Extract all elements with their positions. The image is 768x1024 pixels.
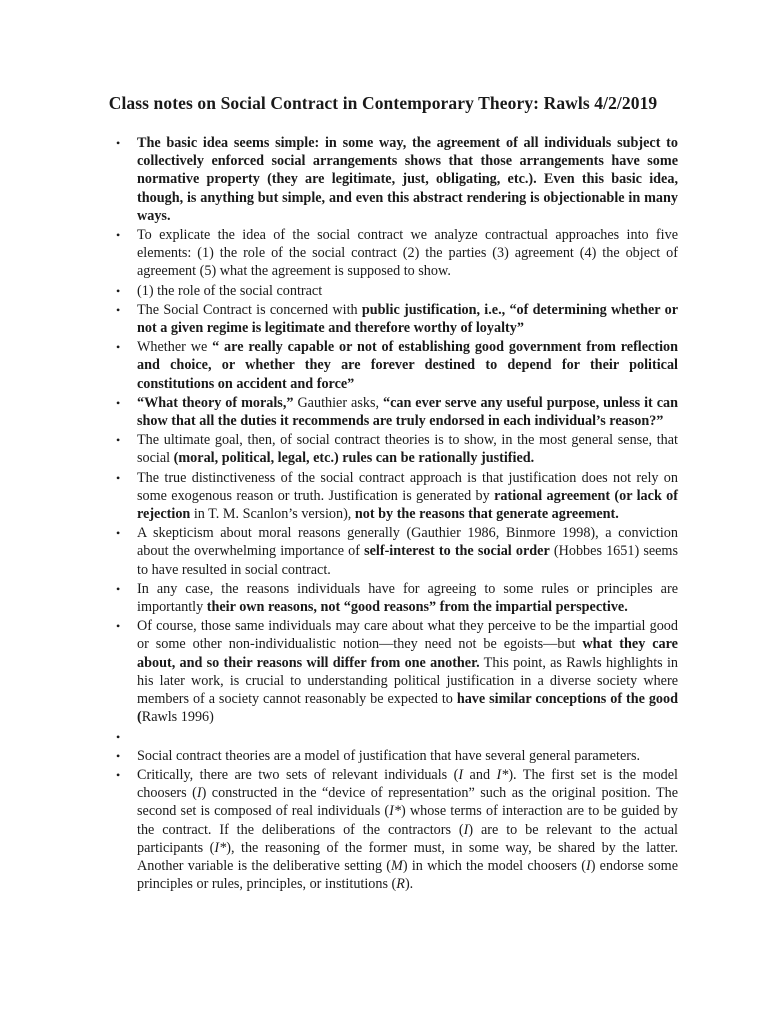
body-text: ) constructed in the “device of representation” such as the original position. The second set is composed of real individuals ( bbox=[137, 785, 678, 820]
list-item bbox=[116, 469, 678, 524]
bullet-icon: • bbox=[116, 302, 121, 317]
bullet-icon: • bbox=[116, 340, 121, 355]
body-text: The ultimate goal, then, of social contract theories is to show, in the most general sense, that social bbox=[137, 432, 678, 467]
bullet-icon: • bbox=[116, 767, 121, 782]
italic-text: I bbox=[585, 857, 591, 874]
bold-text: “can ever serve any useful purpose, unless it can show that all the duties it recommends are truly endorsed in each individual’s reason?” bbox=[137, 394, 678, 430]
body-text: Critically, there are two sets of relevant individuals ( bbox=[137, 766, 459, 783]
italic-text: I bbox=[463, 821, 469, 838]
body-text: (1) the role of the social contract bbox=[137, 282, 323, 299]
body-text: ) whose terms of interaction are to be guided by the contract. If the deliberations of the contractors ( bbox=[137, 803, 678, 838]
bullet-icon: • bbox=[116, 283, 121, 298]
bullet-icon: • bbox=[116, 748, 121, 763]
body-text: ) in which the model choosers ( bbox=[402, 857, 586, 874]
body-text: ) are to be relevant to the actual participants ( bbox=[137, 821, 678, 856]
bold-text: “ are really capable or not of establishing good government from reflection and choice, or whether they are forever destined to depend for their political constitutions on accident and force” bbox=[137, 339, 678, 392]
bold-text: public justification, i.e., “of determining whether or not a given regime is legitimate and therefore worthy of loyalty” bbox=[137, 301, 678, 337]
italic-text: M bbox=[391, 857, 403, 874]
bullet-icon: • bbox=[116, 228, 121, 243]
body-text: ). bbox=[404, 876, 414, 893]
list-item bbox=[116, 747, 678, 765]
bullet-icon: • bbox=[116, 526, 121, 541]
bullet-icon: • bbox=[116, 470, 121, 485]
body-text: ). The first set is the model choosers ( bbox=[137, 766, 678, 802]
italic-text: I* bbox=[214, 839, 227, 856]
body-text: Social contract theories are a model of justification that have several general parameters. bbox=[137, 747, 641, 764]
notes-list bbox=[116, 134, 678, 893]
list-item bbox=[116, 580, 678, 616]
body-text: A skepticism about moral reasons generally (Gauthier 1986, Binmore 1998), a conviction about the overwhelming importance of bbox=[137, 525, 678, 560]
list-item bbox=[116, 301, 678, 337]
page-title: Class notes on Social Contract in Contemporary Theory: Rawls 4/2/2019 bbox=[108, 93, 658, 113]
list-item bbox=[116, 617, 678, 726]
bold-text: rational agreement (or lack of rejection bbox=[137, 487, 678, 523]
list-item bbox=[116, 282, 678, 300]
italic-text: I* bbox=[389, 803, 401, 820]
body-text: and bbox=[463, 766, 497, 783]
body-text: This point, as Rawls highlights in his later work, is crucial to understanding political justification in a diverse society where members of a society cannot reasonably be expected to bbox=[137, 654, 679, 708]
list-item bbox=[116, 766, 678, 893]
body-text: Gauthier asks, bbox=[293, 394, 383, 411]
italic-text: R bbox=[396, 876, 405, 893]
italic-text: I bbox=[196, 785, 202, 802]
bold-text: “What theory of morals,” bbox=[137, 394, 294, 411]
body-text: In any case, the reasons individuals have for agreeing to some rules or principles are importantly bbox=[137, 580, 678, 616]
italic-text: I bbox=[458, 766, 464, 783]
bold-text: self-interest to the social order bbox=[364, 543, 550, 560]
bold-text: (moral, political, legal, etc.) rules can be rationally justified. bbox=[173, 450, 535, 467]
body-text: Rawls 1996) bbox=[141, 709, 214, 726]
list-item bbox=[116, 431, 678, 467]
bold-text: not by the reasons that generate agreement. bbox=[354, 506, 619, 523]
bold-text: their own reasons, not “good reasons” from the impartial perspective. bbox=[206, 599, 628, 616]
list-item bbox=[116, 394, 678, 430]
list-item bbox=[116, 524, 678, 579]
body-text: The Social Contract is concerned with bbox=[137, 301, 362, 318]
bullet-icon: • bbox=[116, 619, 121, 634]
bold-text: what they care about, and so their reasons will differ from one another. bbox=[137, 636, 678, 671]
body-text: To explicate the idea of the social contract we analyze contractual approaches into five elements: (1) the role of the social contract (2) the parties (3) agreement (4) the object of agreement (5) what the agreement is supposed to show. bbox=[137, 227, 678, 280]
list-item bbox=[116, 728, 678, 746]
bullet-icon: • bbox=[116, 136, 121, 150]
bold-text: The basic idea seems simple: in some way, the agreement of all individuals subject to collectively enforced social arrangements shows that those arrangements have some normative property (they are legitimate, just, obligating, etc.). Even this basic idea, though, is anything but simple, and even this abstract rendering is objectionable in many ways. bbox=[137, 135, 678, 224]
body-text: in T. M. Scanlon’s version), bbox=[190, 506, 355, 523]
body-text: (Hobbes 1651) seems to have resulted in social contract. bbox=[137, 543, 678, 578]
bullet-icon: • bbox=[116, 581, 121, 596]
body-text: The true distinctiveness of the social contract approach is that justification does not rely on some exogenous reason or truth. Justification is generated by bbox=[137, 469, 678, 504]
body-text: Whether we bbox=[137, 339, 213, 356]
bullet-icon: • bbox=[116, 395, 121, 410]
list-item bbox=[116, 226, 678, 281]
bullet-icon: • bbox=[116, 433, 121, 448]
list-item bbox=[116, 134, 678, 225]
list-item bbox=[116, 338, 678, 393]
body-text: ) endorse some principles or rules, principles, or institutions ( bbox=[137, 857, 679, 893]
body-text: Of course, those same individuals may care about what they perceive to be the impartial good or some other non-individualistic notion—they need not be egoists—but bbox=[137, 618, 678, 653]
italic-text: I* bbox=[496, 766, 509, 783]
body-text: ), the reasoning of the former must, in some way, be shared by the latter. Another variable is the deliberative setting ( bbox=[137, 839, 678, 874]
bold-text: have similar conceptions of the good ( bbox=[137, 691, 678, 726]
empty-line bbox=[137, 728, 678, 746]
bullet-icon: • bbox=[116, 729, 121, 744]
